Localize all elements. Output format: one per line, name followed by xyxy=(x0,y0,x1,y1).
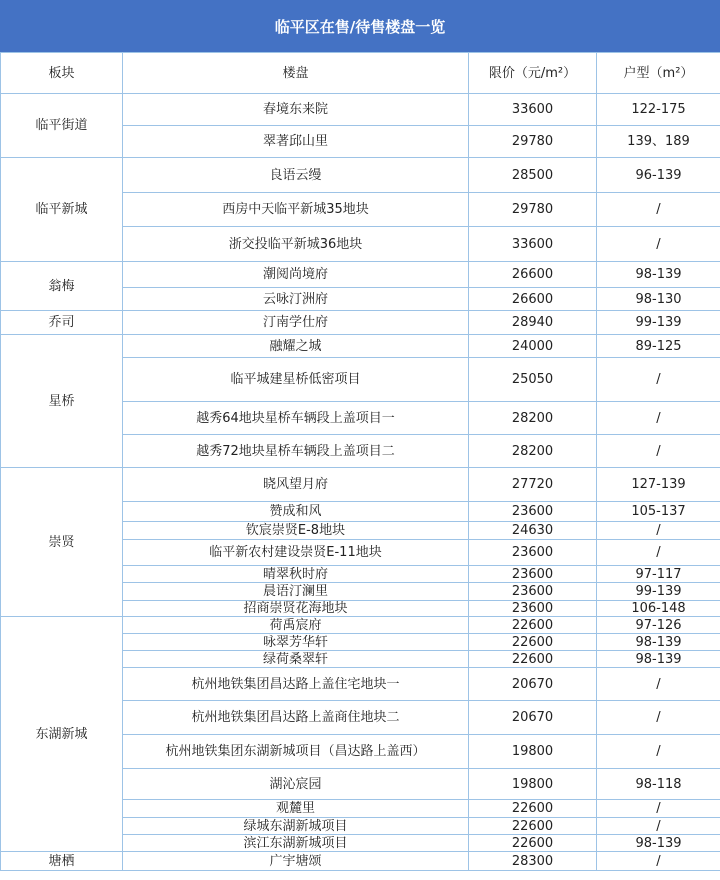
price-cell: 19800 xyxy=(469,735,597,769)
project-cell: 赞成和风 xyxy=(123,502,469,522)
price-cell: 22600 xyxy=(469,818,597,835)
project-cell: 云咏汀洲府 xyxy=(123,288,469,311)
area-cell: 翁梅 xyxy=(1,262,123,311)
project-cell: 观麓里 xyxy=(123,800,469,818)
table-row xyxy=(1,311,720,335)
area-cell: 崇贤 xyxy=(1,468,123,617)
listings-table xyxy=(0,52,720,871)
unit-cell: 98-130 xyxy=(597,288,720,311)
table-row xyxy=(1,94,720,126)
header-area: 板块 xyxy=(1,53,123,94)
unit-cell: 106-148 xyxy=(597,601,720,617)
unit-cell: 97-117 xyxy=(597,566,720,583)
project-cell: 广宇塘颂 xyxy=(123,852,469,871)
price-cell: 26600 xyxy=(469,288,597,311)
price-cell: 20670 xyxy=(469,701,597,735)
header-unit: 户型（m²） xyxy=(597,53,720,94)
unit-cell: / xyxy=(597,402,720,435)
table-row xyxy=(1,158,720,193)
price-cell: 28300 xyxy=(469,852,597,871)
project-cell: 春境东来院 xyxy=(123,94,469,126)
table-row xyxy=(1,262,720,288)
price-cell: 28200 xyxy=(469,435,597,468)
project-cell: 越秀64地块星桥车辆段上盖项目一 xyxy=(123,402,469,435)
unit-cell: 97-126 xyxy=(597,617,720,634)
project-cell: 招商崇贤花海地块 xyxy=(123,601,469,617)
unit-cell: 99-139 xyxy=(597,583,720,601)
price-cell: 23600 xyxy=(469,540,597,566)
area-cell: 临平新城 xyxy=(1,158,123,262)
project-cell: 钦宸崇贤E-8地块 xyxy=(123,522,469,540)
price-cell: 23600 xyxy=(469,502,597,522)
unit-cell: 99-139 xyxy=(597,311,720,335)
project-cell: 汀南学仕府 xyxy=(123,311,469,335)
unit-cell: / xyxy=(597,227,720,262)
project-cell: 滨江东湖新城项目 xyxy=(123,835,469,852)
unit-cell: 98-139 xyxy=(597,835,720,852)
price-cell: 20670 xyxy=(469,668,597,701)
unit-cell: 98-118 xyxy=(597,769,720,800)
table-row xyxy=(1,617,720,634)
table-row xyxy=(1,852,720,871)
project-cell: 融耀之城 xyxy=(123,335,469,358)
project-cell: 翠著邱山里 xyxy=(123,126,469,158)
unit-cell: 105-137 xyxy=(597,502,720,522)
header-row xyxy=(1,53,720,94)
unit-cell: / xyxy=(597,358,720,402)
unit-cell: 96-139 xyxy=(597,158,720,193)
unit-cell: / xyxy=(597,735,720,769)
price-cell: 25050 xyxy=(469,358,597,402)
price-cell: 23600 xyxy=(469,566,597,583)
project-cell: 湖沁宸园 xyxy=(123,769,469,800)
price-cell: 22600 xyxy=(469,634,597,651)
price-cell: 23600 xyxy=(469,583,597,601)
unit-cell: / xyxy=(597,193,720,227)
unit-cell: / xyxy=(597,540,720,566)
project-cell: 临平城建星桥低密项目 xyxy=(123,358,469,402)
project-cell: 杭州地铁集团昌达路上盖商住地块二 xyxy=(123,701,469,735)
area-cell: 临平街道 xyxy=(1,94,123,158)
project-cell: 西房中天临平新城35地块 xyxy=(123,193,469,227)
area-cell: 塘栖 xyxy=(1,852,123,871)
price-cell: 19800 xyxy=(469,769,597,800)
project-cell: 绿城东湖新城项目 xyxy=(123,818,469,835)
area-cell: 星桥 xyxy=(1,335,123,468)
project-cell: 杭州地铁集团昌达路上盖住宅地块一 xyxy=(123,668,469,701)
unit-cell: 122-175 xyxy=(597,94,720,126)
price-cell: 24000 xyxy=(469,335,597,358)
area-cell: 东湖新城 xyxy=(1,617,123,852)
project-cell: 越秀72地块星桥车辆段上盖项目二 xyxy=(123,435,469,468)
project-cell: 晓风望月府 xyxy=(123,468,469,502)
price-cell: 29780 xyxy=(469,126,597,158)
price-cell: 28940 xyxy=(469,311,597,335)
unit-cell: 98-139 xyxy=(597,262,720,288)
unit-cell: / xyxy=(597,852,720,871)
table-row xyxy=(1,468,720,502)
price-cell: 23600 xyxy=(469,601,597,617)
price-cell: 22600 xyxy=(469,651,597,668)
project-cell: 浙交投临平新城36地块 xyxy=(123,227,469,262)
project-cell: 咏翠芳华轩 xyxy=(123,634,469,651)
project-cell: 晨语汀澜里 xyxy=(123,583,469,601)
project-cell: 临平新农村建设崇贤E-11地块 xyxy=(123,540,469,566)
price-cell: 28200 xyxy=(469,402,597,435)
unit-cell: / xyxy=(597,522,720,540)
unit-cell: / xyxy=(597,701,720,735)
price-cell: 22600 xyxy=(469,835,597,852)
price-cell: 33600 xyxy=(469,94,597,126)
unit-cell: / xyxy=(597,668,720,701)
project-cell: 荷禹宸府 xyxy=(123,617,469,634)
header-project: 楼盘 xyxy=(123,53,469,94)
price-cell: 28500 xyxy=(469,158,597,193)
page-title: 临平区在售/待售楼盘一览 xyxy=(0,0,720,52)
project-cell: 杭州地铁集团东湖新城项目（昌达路上盖西） xyxy=(123,735,469,769)
price-cell: 33600 xyxy=(469,227,597,262)
unit-cell: 98-139 xyxy=(597,651,720,668)
project-cell: 潮阅尚境府 xyxy=(123,262,469,288)
unit-cell: / xyxy=(597,800,720,818)
price-cell: 24630 xyxy=(469,522,597,540)
area-cell: 乔司 xyxy=(1,311,123,335)
unit-cell: / xyxy=(597,435,720,468)
table-row xyxy=(1,335,720,358)
price-cell: 22600 xyxy=(469,800,597,818)
project-cell: 绿荷桑翠轩 xyxy=(123,651,469,668)
unit-cell: / xyxy=(597,818,720,835)
table-body xyxy=(1,94,720,871)
header-price: 限价（元/m²） xyxy=(469,53,597,94)
unit-cell: 89-125 xyxy=(597,335,720,358)
project-cell: 良语云缦 xyxy=(123,158,469,193)
unit-cell: 98-139 xyxy=(597,634,720,651)
project-cell: 晴翠秋时府 xyxy=(123,566,469,583)
price-cell: 29780 xyxy=(469,193,597,227)
price-cell: 22600 xyxy=(469,617,597,634)
unit-cell: 127-139 xyxy=(597,468,720,502)
price-cell: 27720 xyxy=(469,468,597,502)
price-cell: 26600 xyxy=(469,262,597,288)
unit-cell: 139、189 xyxy=(597,126,720,158)
